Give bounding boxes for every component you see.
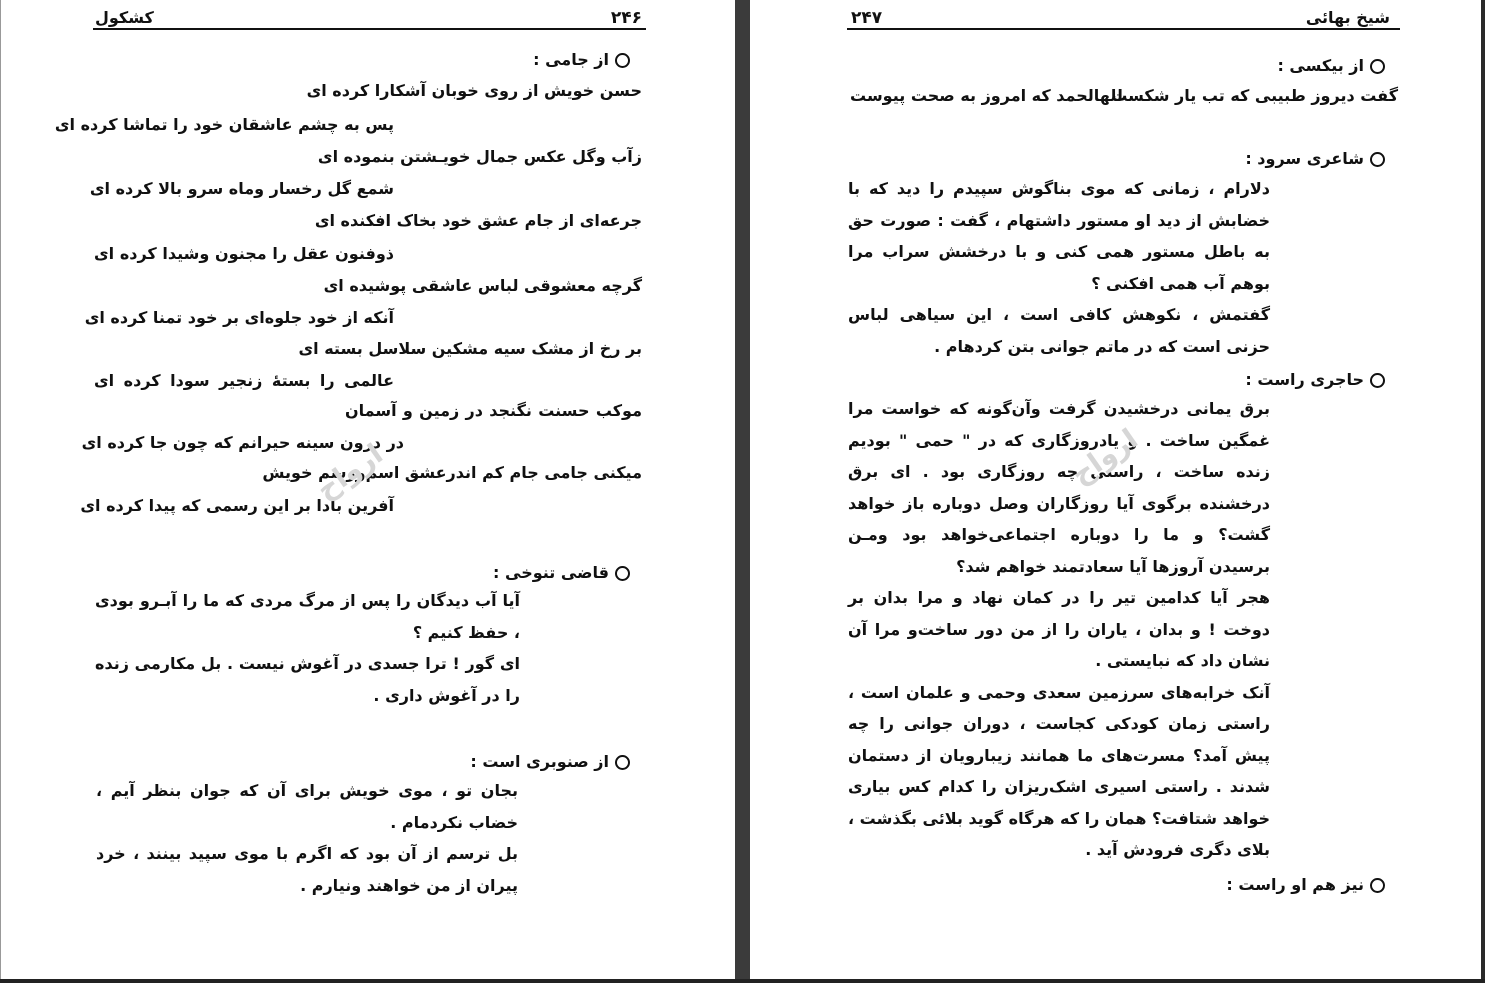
page-edge xyxy=(1481,0,1485,983)
verse-line: گرچه معشوقی لباس عاشقی پوشیده ای xyxy=(323,276,642,295)
paragraph: برق یمانی درخشیدن گرفت وآن‌گونه که خواست مرا غمگین ساخت . و یادروزگاری که در " حمی " بودیم زنده ساخت ، راستی چه روزگاری بود . ای برق درخشنده برگوی آیا روزگاران وصل دوباره باز خواهد گشت؟ و ما را دوباره اجتماعی‌خواهد بود ومـن برسیدن آروزها آیا سعادتمند خواهم شد؟ xyxy=(848,399,1270,576)
verse-line: در درون سینه حیرانم که چون جا کرده ای xyxy=(81,433,404,452)
section-title: از صنوبری است : xyxy=(470,752,630,771)
verse-line: جرعه‌ای از جام عشق خود بخاک افکنده ای xyxy=(314,211,642,230)
section-title: شاعری سرود : xyxy=(1245,149,1385,168)
verse-line: آفرین بادا بر این رسمی که پیدا کرده ای xyxy=(80,496,394,515)
prose-block xyxy=(95,585,520,711)
section-title: قاضی تنوخی : xyxy=(493,563,630,582)
paragraph: آیا آب دیدگان را پس از مرگ مردی که ما را آبـرو بودی ، حفظ کنیم ؟ xyxy=(95,591,520,642)
circle-bullet-icon xyxy=(615,566,630,581)
circle-bullet-icon xyxy=(1370,373,1385,388)
circle-bullet-icon xyxy=(615,53,630,68)
verse-line: عالمی را بستهٔ زنجیر سودا کرده ای xyxy=(94,371,394,390)
verse-line: شمع گل رخسار وماه سرو بالا کرده ای xyxy=(89,179,394,198)
right-page xyxy=(750,0,1485,983)
left-page-number: ۲۴۶ xyxy=(610,8,642,28)
prose-block xyxy=(848,393,1270,866)
left-page-header xyxy=(93,6,646,30)
verse-line: للهالحمد که امروز به صحت پیوست xyxy=(850,86,1123,105)
circle-bullet-icon xyxy=(1370,152,1385,167)
paragraph: بجان تو ، موی خویش برای آن که جوان بنظر آیم ، خضاب نکردمام . xyxy=(96,781,518,832)
paragraph: هجر آیا کدامین تیر را در کمان نهاد و مرا بدان بر دوخت ! و بدان ، یاران را از من دور ساخت‌و مرا آن نشان داد که نبایستی . xyxy=(848,588,1270,670)
verse-line: پس به چشم عاشقان خود را تماشا کرده ای xyxy=(54,115,394,134)
left-page xyxy=(0,0,735,983)
prose-block xyxy=(96,775,518,901)
watermark: ارواح xyxy=(1065,422,1144,491)
right-page-header xyxy=(847,6,1400,30)
circle-bullet-icon xyxy=(1370,878,1385,893)
paragraph: گفتمش ، نکوهش کافی است ، این سیاهی لباس حزنی است که در ماتم جوانی بتن کردهام . xyxy=(848,305,1270,356)
watermark: ارواح xyxy=(310,437,389,506)
right-running-title: شیخ بهائی xyxy=(1305,8,1390,27)
verse-line: ذوفنون عقل را مجنون وشیدا کرده ای xyxy=(94,244,394,263)
verse-line: موکب حسنت نگنجد در زمین و آسمان xyxy=(345,401,642,420)
paragraph: بل ترسم از آن بود که اگرم با موی سپید بینند ، خرد پیران از من خواهند ونیارم . xyxy=(96,844,518,895)
verse-line: میکنی جامی جام کم اندرعشق اسم‌ورسم خویش xyxy=(262,463,642,482)
paragraph: آنک خرابه‌های سرزمین سعدی وحمی و علمان است ، راستی زمان کودکی کجاست ، دوران جوانی را چه پیش آمد؟ مسرت‌های ما همانند زیبارویان از دستمان شدند . راستی اسیری اشک‌ریزان را کدام کس بیاری خواهد شتافت؟ همان را که هرگاه گوید بلائی بگذشت ، بلای دگری فرودش آید . xyxy=(848,682,1270,859)
verse-line: بر رخ از مشک سیه مشکین سلاسل بسته ای xyxy=(298,339,642,358)
right-page-number: ۲۴۷ xyxy=(851,8,883,28)
verse-line: گفت دیروز طبیبی که تب یار شکست xyxy=(1111,86,1398,105)
circle-bullet-icon xyxy=(615,755,630,770)
circle-bullet-icon xyxy=(1370,59,1385,74)
paragraph: دلارام ، زمانی که موی بناگوش سپیدم را دید که با خضابش از دید او مستور داشتهام ، گفت : صورت حق به باطل مستور همی کنی و با درخشش سراب مرا بوهم آب همی افکنی ؟ xyxy=(848,179,1270,293)
book-gutter xyxy=(735,0,750,983)
section-title: از بیکسی : xyxy=(1277,56,1385,75)
verse-line: زآب وگل عکس جمال خویـشتن بنموده ای xyxy=(317,147,642,166)
page-bottom-edge xyxy=(0,979,1485,983)
verse-line: آنکه از خود جلوه‌ای بر خود تمنا کرده ای xyxy=(84,308,394,327)
section-title: از جامی : xyxy=(533,50,630,69)
paragraph: ای گور ! ترا جسدی در آغوش نیست . بل مکارمی زنده را در آغوش داری . xyxy=(95,654,520,705)
verse-line: حسن خویش از روی خوبان آشکارا کرده ای xyxy=(306,81,642,100)
prose-block xyxy=(848,173,1270,362)
section-title: نیز هم او راست : xyxy=(1226,875,1385,894)
left-running-title: کشکول xyxy=(95,8,154,27)
section-title: حاجری راست : xyxy=(1245,370,1385,389)
